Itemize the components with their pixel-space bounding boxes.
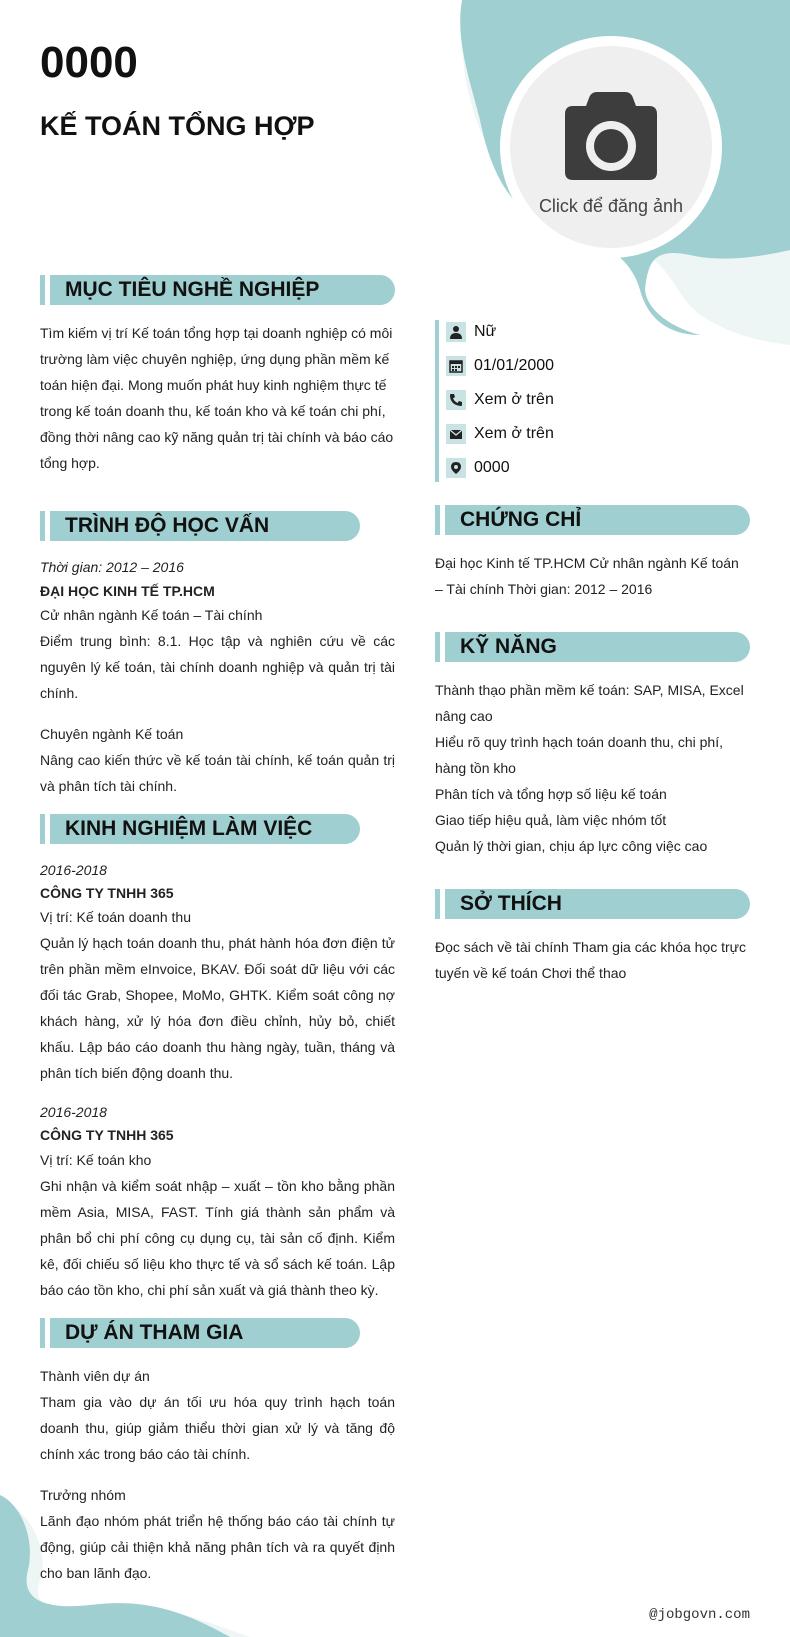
section-header-objective	[50, 275, 395, 305]
certificates-text: Đại học Kinh tế TP.HCM Cử nhân ngành Kế toán – Tài chính Thời gian: 2012 – 2016	[435, 555, 739, 597]
experience-description: Quản lý hạch toán doanh thu, phát hành hóa đơn điện tử trên phần mềm eInvoice, BKAV. Đối soát dữ liệu với các đối tác Grab, Shopee, MoMo, GHTK. Kiểm soát công nợ khách hàng, xử lý hóa đơn điều chỉnh, hủy bỏ, chiết khấu. Lập báo cáo doanh thu hàng ngày, tuần, tháng và phân tích biến động doanh thu.	[40, 935, 395, 1081]
candidate-name: 0000	[40, 38, 138, 87]
skill-item: Phân tích và tổng hợp số liệu kế toán	[435, 786, 667, 802]
project-description: Lãnh đạo nhóm phát triển hệ thống báo cáo tài chính tự động, giúp cải thiện khả năng phân tích và ra quyết định cho ban lãnh đạo.	[40, 1513, 395, 1581]
project-role: Trưởng nhóm	[40, 1487, 126, 1503]
section-header-skills	[445, 632, 750, 662]
education-school: ĐẠI HỌC KINH TẾ TP.HCM	[40, 583, 215, 599]
education-degree: Cử nhân ngành Kế toán – Tài chính	[40, 607, 263, 623]
mail-icon	[446, 424, 466, 444]
hobbies-text: Đọc sách về tài chính Tham gia các khóa học trực tuyến về kế toán Chơi thể thao	[435, 939, 747, 981]
contact-value: Nữ	[474, 323, 497, 340]
section-header-education	[50, 511, 360, 541]
experience-company: CÔNG TY TNHH 365	[40, 885, 174, 901]
section-header-projects	[50, 1318, 360, 1348]
footer-watermark: @jobgovn.com	[649, 1607, 750, 1623]
photo-placeholder[interactable]	[510, 46, 712, 248]
job-title: KẾ TOÁN TỔNG HỢP	[40, 111, 315, 141]
contact-value: 01/01/2000	[474, 357, 555, 374]
section-title: TRÌNH ĐỘ HỌC VẤN	[65, 514, 270, 537]
experience-position: Vị trí: Kế toán kho	[40, 1152, 152, 1168]
contact-accent-bar	[435, 320, 439, 482]
project-role: Thành viên dự án	[40, 1368, 150, 1384]
objective-text: Tìm kiếm vị trí Kế toán tổng hợp tại doanh nghiệp có môi trường làm việc chuyên nghiệp, ứng dụng phần mềm kế toán hiện đại. Mong muốn phát huy kinh nghiệm thực tế trong kế toán doanh thu, kế toán kho và kế toán chi phí, đồng thời nâng cao kỹ năng quản trị tài chính và báo cáo tổng hợp.	[40, 325, 394, 471]
section-title: DỰ ÁN THAM GIA	[65, 1321, 244, 1344]
section-title: CHỨNG CHỈ	[460, 508, 582, 531]
section-title: MỤC TIÊU NGHỀ NGHIỆP	[65, 278, 320, 301]
experience-description: Ghi nhận và kiểm soát nhập – xuất – tồn kho bằng phần mềm Asia, MISA, FAST. Tính giá thành sản phẩm và phân bổ chi phí công cụ dụng cụ, tài sản cố định. Kiểm kê, đối chiếu số liệu kho thực tế và sổ sách kế toán. Lập báo cáo tồn kho, chi phí sản xuất và giá thành theo kỳ.	[40, 1178, 395, 1298]
section-title: SỞ THÍCH	[460, 892, 562, 915]
skill-item: Quản lý thời gian, chịu áp lực công việc cao	[435, 838, 708, 854]
experience-position: Vị trí: Kế toán doanh thu	[40, 909, 191, 925]
section-header-certificates	[445, 505, 750, 535]
location-pin-icon	[446, 458, 466, 478]
experience-period: 2016-2018	[40, 1104, 107, 1120]
photo-caption: Click để đăng ảnh	[538, 196, 684, 216]
education-period: Thời gian: 2012 – 2016	[40, 559, 184, 575]
experience-period: 2016-2018	[40, 862, 107, 878]
phone-icon	[446, 390, 466, 410]
camera-icon	[561, 88, 661, 188]
profile-photo-upload[interactable]	[500, 36, 722, 258]
contact-value: Xem ở trên	[474, 425, 554, 442]
skill-item: Hiểu rõ quy trình hạch toán doanh thu, chi phí, hàng tồn kho	[435, 734, 723, 776]
education-detail: Điểm trung bình: 8.1. Học tập và nghiên cứu về các nguyên lý kế toán, tài chính doanh nghiệp và quản trị tài chính.	[40, 633, 395, 701]
skill-item: Thành thạo phần mềm kế toán: SAP, MISA, Excel nâng cao	[435, 682, 744, 724]
calendar-icon	[446, 356, 466, 376]
section-title: KINH NGHIỆM LÀM VIỆC	[65, 817, 313, 840]
project-description: Tham gia vào dự án tối ưu hóa quy trình hạch toán doanh thu, giúp giảm thiểu thời gian xử lý và tăng độ chính xác trong báo cáo tài chính.	[40, 1394, 395, 1462]
education-major-detail: Nâng cao kiến thức về kế toán tài chính, kế toán quản trị và phân tích tài chính.	[40, 752, 395, 794]
section-header-hobbies	[445, 889, 750, 919]
contact-value: 0000	[474, 459, 510, 476]
contact-value: Xem ở trên	[474, 391, 554, 408]
section-header-experience	[50, 814, 360, 844]
education-major: Chuyên ngành Kế toán	[40, 726, 184, 742]
experience-company: CÔNG TY TNHH 365	[40, 1127, 174, 1143]
skill-item: Giao tiếp hiệu quả, làm việc nhóm tốt	[435, 812, 667, 828]
section-title: KỸ NĂNG	[460, 635, 557, 658]
person-icon	[446, 322, 466, 342]
